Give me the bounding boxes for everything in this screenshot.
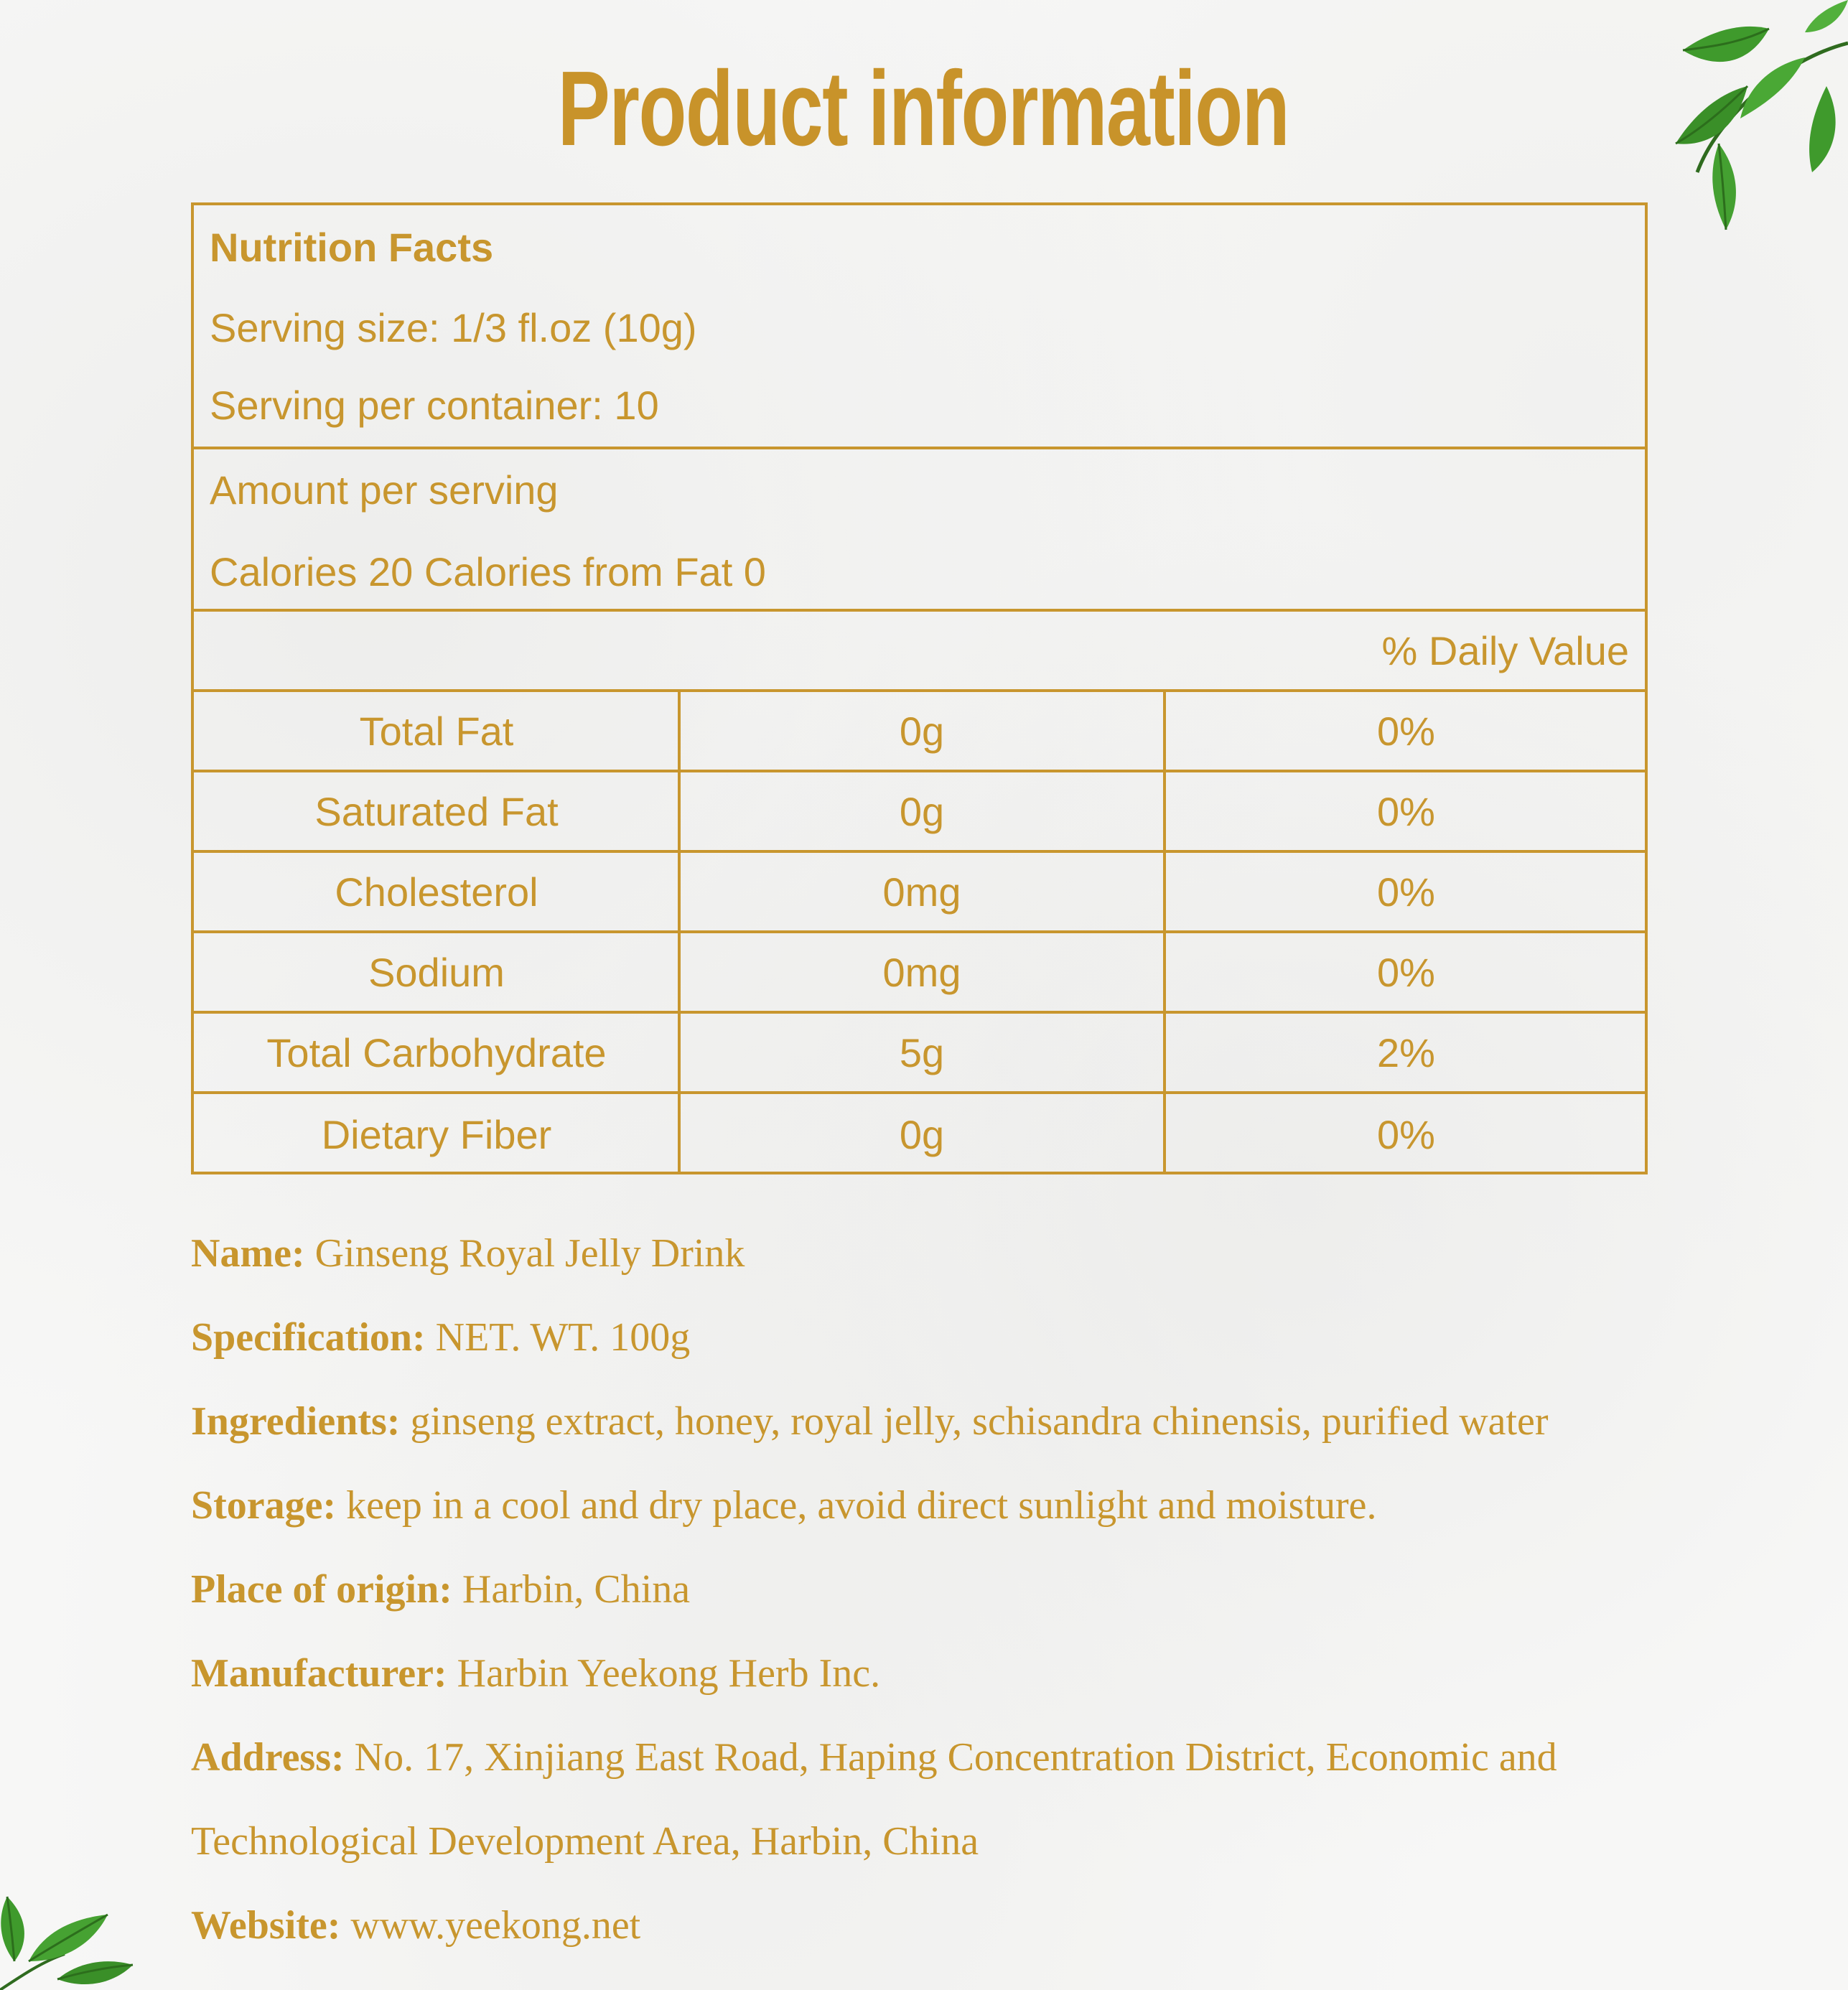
product-name-line <box>191 1212 1814 1296</box>
info-value: Ginseng Royal Jelly Drink <box>304 1231 745 1276</box>
leaf-cluster-icon <box>0 1875 144 1990</box>
nutrient-name: Total Fat <box>359 708 514 754</box>
product-details <box>191 1212 1814 1968</box>
nutrient-amount: 5g <box>899 1029 945 1075</box>
info-value: Harbin Yeekong Herb Inc. <box>447 1651 881 1696</box>
info-label: Storage: <box>191 1483 337 1528</box>
nutrient-name: Total Carbohydrate <box>266 1029 607 1075</box>
manufacturer-line <box>191 1632 1814 1716</box>
leaf-branch-icon <box>1640 0 1848 237</box>
info-label: Place of origin: <box>191 1567 452 1612</box>
table-row <box>194 1014 1645 1094</box>
nutrition-facts-heading: Nutrition Facts <box>210 225 494 270</box>
serving-section <box>194 205 1645 449</box>
nutrient-daily-value: 0% <box>1377 708 1435 754</box>
serving-size: Serving size: 1/3 fl.oz (10g) <box>210 305 697 350</box>
nutrient-amount: 0mg <box>882 949 961 995</box>
info-value: ginseng extract, honey, royal jelly, schisandra chinensis, purified water <box>400 1399 1549 1444</box>
address-line <box>191 1716 1814 1800</box>
page-title: Product information <box>557 50 1289 168</box>
nutrient-rows <box>194 692 1645 1172</box>
website-line <box>191 1884 1814 1968</box>
nutrient-name: Dietary Fiber <box>321 1111 552 1157</box>
origin-line <box>191 1548 1814 1632</box>
info-label: Ingredients: <box>191 1399 401 1444</box>
daily-value-header-row <box>194 612 1645 692</box>
storage-line <box>191 1464 1814 1548</box>
info-label: Website: <box>191 1903 341 1948</box>
column-divider <box>1163 692 1166 1172</box>
nutrient-name: Cholesterol <box>335 869 538 915</box>
table-row <box>194 1094 1645 1174</box>
info-label: Manufacturer: <box>191 1651 447 1696</box>
nutrient-amount: 0g <box>899 1111 945 1157</box>
info-label: Name: <box>191 1231 305 1276</box>
info-value: No. 17, Xinjiang East Road, Haping Concentration District, Economic and <box>344 1735 1557 1780</box>
nutrient-amount: 0g <box>899 708 945 754</box>
table-row <box>194 933 1645 1014</box>
calories-line: Calories 20 Calories from Fat 0 <box>210 549 766 594</box>
nutrient-daily-value: 0% <box>1377 869 1435 915</box>
nutrient-amount: 0g <box>899 788 945 834</box>
nutrient-daily-value: 2% <box>1377 1029 1435 1075</box>
amount-per-serving: Amount per serving <box>210 467 559 513</box>
serving-per-container: Serving per container: 10 <box>210 383 659 428</box>
table-row <box>194 853 1645 933</box>
daily-value-header: % Daily Value <box>1381 628 1629 673</box>
nutrient-daily-value: 0% <box>1377 788 1435 834</box>
info-value: keep in a cool and dry place, avoid direct sunlight and moisture. <box>336 1483 1377 1528</box>
ingredients-line <box>191 1380 1814 1464</box>
info-label: Specification: <box>191 1315 426 1360</box>
nutrition-facts-table <box>191 202 1648 1174</box>
nutrient-daily-value: 0% <box>1377 949 1435 995</box>
address-continuation-line: Technological Development Area, Harbin, China <box>191 1819 979 1864</box>
info-value: Harbin, China <box>452 1567 691 1612</box>
info-label: Address: <box>191 1735 345 1780</box>
website-link[interactable]: www.yeekong.net <box>340 1903 641 1948</box>
nutrient-name: Sodium <box>368 949 505 995</box>
nutrient-amount: 0mg <box>882 869 961 915</box>
info-value: NET. WT. 100g <box>425 1315 691 1360</box>
table-row <box>194 772 1645 853</box>
table-row <box>194 692 1645 772</box>
nutrient-daily-value: 0% <box>1377 1111 1435 1157</box>
column-divider <box>678 692 681 1172</box>
specification-line <box>191 1296 1814 1380</box>
nutrient-name: Saturated Fat <box>314 788 559 834</box>
calories-section <box>194 449 1645 612</box>
